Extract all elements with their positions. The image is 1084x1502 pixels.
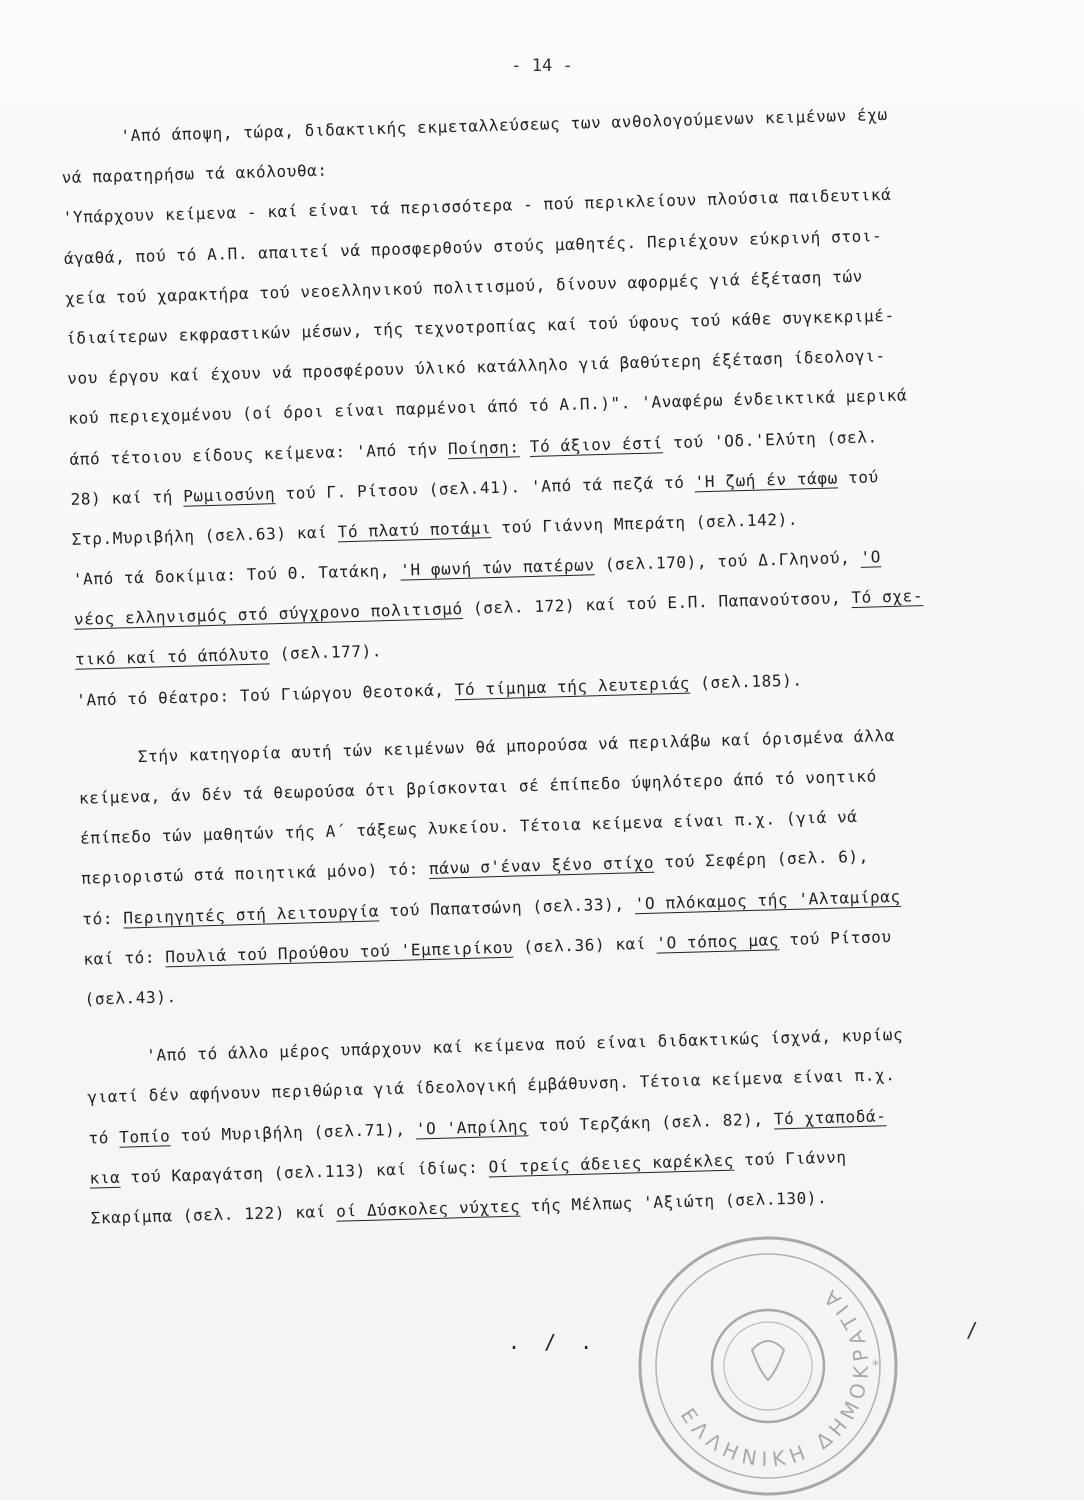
underlined-title: οί Δύσκολες νύχτες [335, 1196, 521, 1221]
underlined-title: 'Ο 'Απρίλης [415, 1115, 529, 1138]
text-run: 'Από τό άλλο μέρος υπάρχουν καί κείμενα πού είναι διδακτικώς ίσχνά, κυρίως [145, 1024, 904, 1066]
text-run: 'Από τό θέατρο: Τού Γιώργου Θεοτοκά, [75, 679, 455, 710]
text-run: κού περιεχομένου (οί όροι είναι παρμένοι άπό τό Α.Π.)". 'Αναφέρω ένδεικτικά μερικά [68, 385, 908, 429]
text-run: (σελ.170), τού Δ.Γληνού, [594, 547, 861, 575]
text-run: άγαθά, πού τό Α.Π. απαιτεί νά προσφερθούν στούς μαθητές. Περιέχουν εύκρινή στοι- [63, 225, 883, 268]
text-run: (σελ.36) καί [512, 933, 657, 957]
margin-mark: / [966, 1318, 979, 1342]
underlined-title: κια [89, 1167, 121, 1188]
text-run: έπίπεδο τών μαθητών τής Α΄ τάξεως λυκείου. Τέτοια κείμενα είναι π.χ. (γιά νά [79, 807, 858, 848]
text-run: 28) καί τή [70, 486, 184, 509]
underlined-title: Τό τίμημα τής λευτεριάς [454, 673, 691, 699]
text-run: τού Τερζάκη (σελ. 82), [528, 1108, 775, 1135]
text-run: τού [837, 466, 880, 488]
underlined-title: Τό σχε- [851, 586, 924, 608]
text-run: τού 'Οδ.'Ελύτη (σελ. [662, 426, 878, 452]
text-run: τού Γιάννη Μπεράτη (σελ.142). [490, 509, 799, 537]
underlined-title: τικό καί τό άπόλυτο [74, 644, 270, 670]
text-run: καί τό: [83, 947, 166, 969]
text-run: τού Καραγάτση (σελ.113) καί ίδίως: [120, 1157, 489, 1187]
underlined-title: 'Η φωνή τών πατέρων [399, 555, 595, 580]
underlined-title: 'Η ζωή έν τάφω [694, 468, 839, 492]
text-run: (σελ.185). [689, 670, 803, 693]
text-run [519, 437, 530, 456]
underlined-title: 'Ο [860, 547, 882, 567]
text-run: γιατί δέν αφήνουν περιθώρια γιά ίδεολογική έμβάθυνση. Τέτοια κείμενα είναι π.χ. [87, 1065, 896, 1107]
underlined-title: Τό πλατύ ποτάμι [337, 517, 492, 542]
underlined-title: νέος ελληνισμός στό σύγχρονο πολιτισμό [73, 599, 463, 630]
underlined-title: Τό άξιον έστί [529, 432, 664, 456]
text-run: Στρ.Μυριβήλη (σελ.63) καί [71, 522, 338, 549]
continuation-mark: . / . [508, 1330, 599, 1354]
underlined-title: Τό χταποδά- [773, 1105, 887, 1128]
text-run: 'Από τά δοκίμια: Τού Θ. Τατάκη, [72, 560, 401, 589]
text-run: 'Από άποψη, τώρα, διδακτικής εκμεταλλεύσεως των ανθολογούμενων κειμένων έχω [120, 104, 888, 146]
text-run: Στήν κατηγορία αυτή τών κειμένων θά μπορούσα νά περιλάβω καί όρισμένα άλλα [137, 725, 896, 766]
page-number: - 14 - [511, 56, 573, 76]
text-run: τής Μέλπως 'Αξιώτη (σελ.130). [520, 1187, 828, 1216]
underlined-title: Πουλιά τού Προύθου τού 'Εμπειρίκου [165, 937, 514, 967]
text-run: (σελ. 172) καί τού Ε.Π. Παπανούτσου, [462, 588, 852, 619]
text-run: τού Ρίτσου [778, 926, 892, 949]
text-run: τού Γ. Ρίτσου (σελ.41). 'Από τά πεζά τό [274, 472, 695, 503]
underlined-title: Ρωμιοσύνη [182, 483, 276, 506]
underlined-title: 'Ο τόπος μας [656, 929, 780, 953]
text-run: τό: [82, 908, 124, 929]
text-run: τού Γιάννη [733, 1147, 847, 1170]
underlined-title: Περιηγητές στή λειτουργία [123, 900, 380, 928]
official-stamp-seal [632, 1230, 904, 1502]
text-run: τού Μυριβήλη (σελ.71), [170, 1118, 417, 1145]
paragraph [60, 91, 1036, 720]
text-run: 'Υπάρχουν κείμενα - καί είναι τά περισσότερα - πού περικλείουν πλούσια παιδευτικά [62, 185, 892, 228]
text-run: άπό τέτοιου είδους κείμενα: 'Από τήν [69, 438, 449, 469]
underlined-title: Τοπίο [118, 1125, 171, 1147]
text-run: (σελ.43). [84, 987, 177, 1009]
text-run: περιοριστώ στά ποιητικά μόνο) τό: [80, 859, 430, 889]
text-run: τού Παπατσώνη (σελ.33), [378, 893, 636, 920]
text-run: ίδιαίτερων εκφραστικών μέσων, τής τεχνοτροπίας καί τού ύφους τού κάθε συγκεκριμέ- [65, 305, 895, 348]
underlined-title: 'Ο πλόκαμος τής 'Αλταμίρας [634, 886, 901, 913]
text-run: κείμενα, άν δέν τά θεωρούσα ότι βρίσκονται σέ έπίπεδο ύψηλότερο άπό τό νοητικό [78, 766, 878, 808]
underlined-title: Οί τρείς άδειες καρέκλες [488, 1150, 735, 1177]
text-run: τό [88, 1127, 120, 1148]
text-run: χεία τού χαρακτήρα τού νεοελληνικού πολιτισμού, δίνουν αφορμές γιά έξέταση τών [64, 266, 864, 308]
text-run: νου έργου καί έχουν νά προσφέρουν ύλικό κατάλληλο γιά βαθύτερη έξέταση ίδεολογι- [67, 346, 886, 389]
paragraph [86, 1011, 1051, 1239]
document-body [60, 91, 1051, 1238]
underlined-title: Ποίηση: [447, 436, 520, 458]
svg-text:ΕΛΛΗΝΙΚΗ ΔΗΜΟΚΡΑΤΙΑ: ΕΛΛΗΝΙΚΗ ΔΗΜΟΚΡΑΤΙΑ [675, 1281, 874, 1472]
text-run: νά παρατηρήσω τά ακόλουθα: [61, 160, 328, 188]
text-run: Σκαρίμπα (σελ. 122) καί [90, 1201, 337, 1228]
svg-text:*: * [872, 1358, 879, 1374]
underlined-title: πάνω σ'έναν ξένο στίχο [428, 853, 655, 879]
text-run: (σελ.177). [269, 641, 383, 664]
text-run: τού Σεφέρη (σελ. 6), [653, 847, 870, 873]
paragraph [77, 712, 1044, 1020]
